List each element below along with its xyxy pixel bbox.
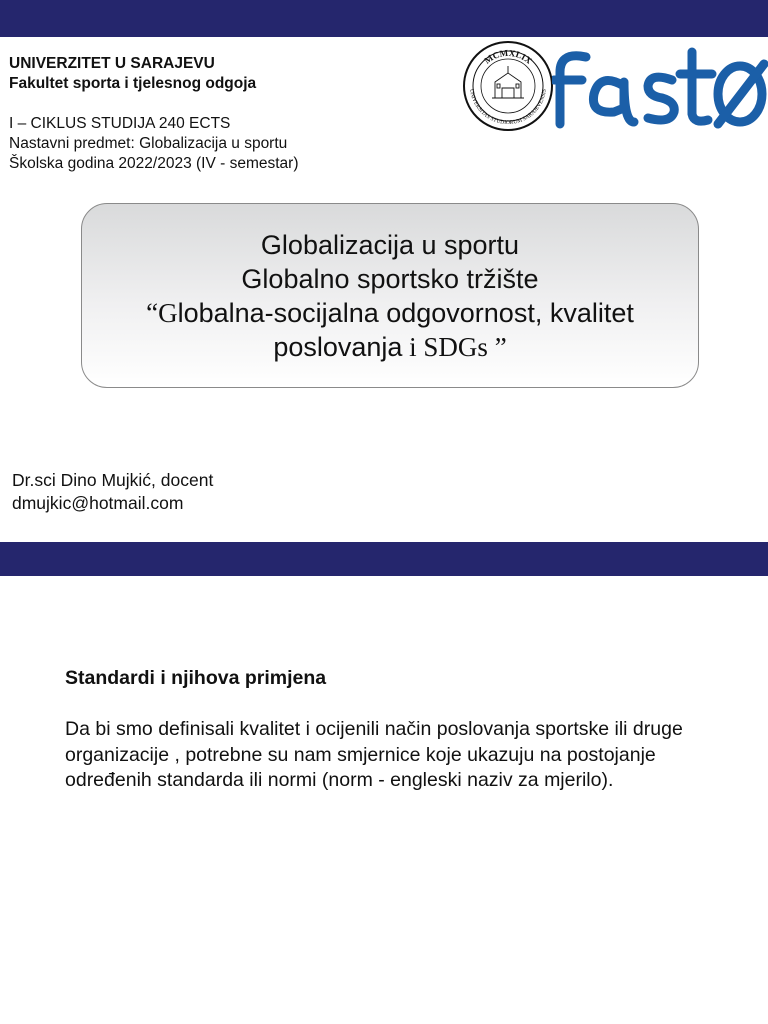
title-line-3 bbox=[82, 296, 698, 330]
author-name: Dr.sci Dino Mujkić, docent bbox=[12, 470, 214, 490]
section-heading: Standardi i njihova primjena bbox=[65, 667, 327, 689]
seal-roman-year: MCMXLIX bbox=[482, 47, 534, 66]
university-name: UNIVERZITET U SARAJEVU bbox=[9, 55, 215, 72]
seal-motto: UNIVERSITAS STUDIORUM SARAJEVENSIS bbox=[468, 88, 548, 126]
title-line-2: Globalno sportsko tržište bbox=[241, 264, 539, 294]
title-sdgs: i SDGs bbox=[402, 332, 495, 362]
school-year: Školska godina 2022/2023 (IV - semestar) bbox=[9, 155, 299, 172]
slide-divider-banner bbox=[0, 542, 768, 576]
author-block bbox=[12, 469, 213, 515]
title-line-1: Globalizacija u sportu bbox=[260, 230, 520, 260]
slide-header bbox=[9, 54, 299, 174]
title-box bbox=[81, 203, 699, 388]
title-open-quote: “G bbox=[146, 298, 178, 328]
top-banner bbox=[0, 0, 768, 37]
course-name: Nastavni predmet: Globalizacija u sportu bbox=[9, 135, 288, 152]
title-line-4 bbox=[82, 330, 698, 364]
title-line-3-text: lobalna-socijalna odgovornost, kvalitet bbox=[177, 298, 634, 328]
university-seal-icon bbox=[462, 40, 554, 132]
title-line-4-text: poslovanja bbox=[273, 332, 403, 362]
faculty-name: Fakultet sporta i tjelesnog odgoja bbox=[9, 75, 257, 92]
title-close-quote: ” bbox=[494, 332, 507, 362]
author-email: dmujkic@hotmail.com bbox=[12, 493, 184, 513]
study-cycle: I – CIKLUS STUDIJA 240 ECTS bbox=[9, 115, 231, 132]
fasto-logo bbox=[552, 42, 768, 130]
section-body: Da bi smo definisali kvalitet i ocijenili način poslovanja sportske ili druge organizacije , potrebne su nam smjernice koje ukazuju na postojanje određenih standarda ili normi (norm - engleski naziv za mjerilo). bbox=[65, 718, 683, 791]
